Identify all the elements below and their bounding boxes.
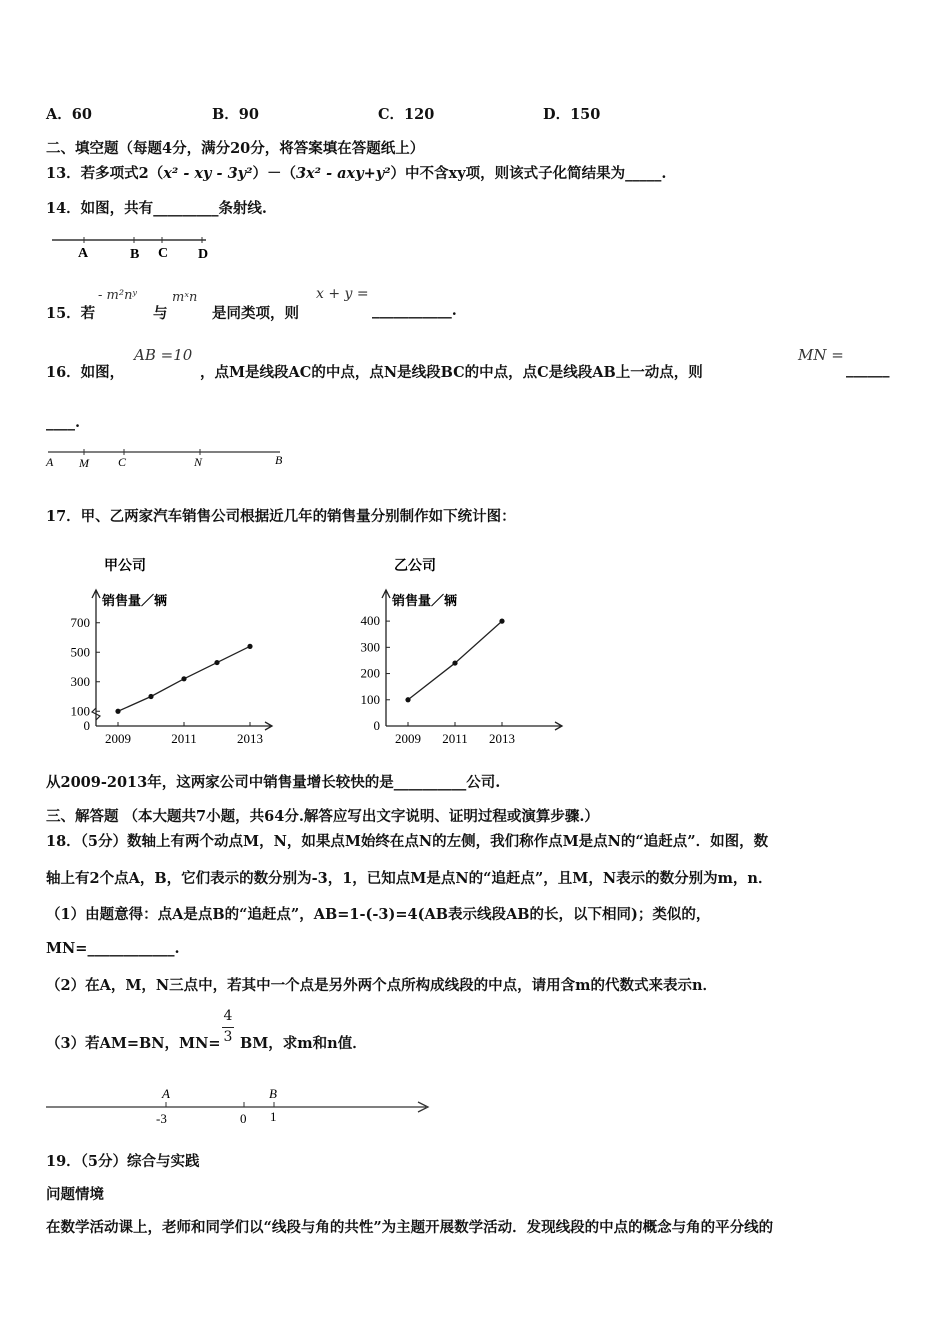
chart-y-tick-label: 100 — [360, 691, 380, 707]
chart-data-point — [247, 644, 252, 649]
chart-x-tick-label: 2013 — [237, 731, 263, 746]
q18-mn-blank: ____________ — [87, 940, 175, 957]
q16-ask: MN = — [798, 346, 844, 364]
q15-prefix: 15．若 — [46, 305, 96, 322]
q15-expr: x + y = — [316, 286, 369, 302]
q18-axis-num-0: 0 — [240, 1111, 247, 1126]
q13-mid: ）－（ — [252, 165, 296, 182]
option-d: D．150 — [543, 106, 601, 123]
q18-fraction-numerator: 4 — [223, 1008, 233, 1024]
section-2-heading: 二、填空题（每题4分，满分20分，将答案填在答题纸上） — [46, 140, 425, 157]
chart-x-tick-label: 2013 — [489, 731, 515, 746]
q16-label-b: B — [275, 453, 283, 467]
q15-with: 与 — [153, 305, 168, 322]
q13-expr2: 3x² - axy+y² — [295, 165, 391, 182]
chart-y-tick-label: 200 — [360, 665, 380, 681]
chart-y-tick-label: 0 — [373, 718, 380, 733]
q14-blank: _________ — [153, 200, 219, 217]
q17-answer — [46, 771, 500, 792]
chart-y-tick-label: 400 — [360, 613, 380, 629]
q18-fraction-denominator: 3 — [223, 1029, 233, 1045]
q18-axis-label-a: A — [162, 1086, 170, 1101]
q15-term1: - m²nʸ — [98, 288, 138, 303]
chart-data-point — [115, 709, 120, 714]
q16-label-a: A — [46, 455, 54, 469]
q16-text: ，点M是线段AC的中点，点N是线段BC的中点，点C是线段AB上一动点，则 — [200, 364, 703, 381]
section-3-heading: 三、解答题 （本大题共7小题，共64分.解答应写出文字说明、证明过程或演算步骤.） — [46, 808, 599, 825]
q18-part2: （2）在A，M，N三点中，若其中一个点是另外两个点所构成线段的中点，请用含m的代数式来表示n． — [46, 977, 718, 994]
q16-label-c: C — [118, 455, 127, 469]
chart-yi-title: 乙公司 — [394, 559, 436, 574]
q18-part1: （1）由题意得：点A是点B的“追赶点”，AB=1-(-3)=4(AB表示线段AB的长，以下相同)；类似的， — [46, 906, 711, 923]
q18-line1: 18．（5分）数轴上有两个动点M，N，如果点M始终在点N的左侧，我们称作点M是点N的“追赶点”．如图，数 — [46, 833, 769, 850]
q18-axis-label-b: B — [269, 1086, 277, 1101]
q17-answer-blank: __________ — [393, 774, 467, 791]
q13-end: . — [661, 165, 667, 182]
chart-data-point — [181, 676, 186, 681]
q18-axis-num-1: 1 — [270, 1109, 277, 1124]
q17-answer-prefix: 从2009-2013年，这两家公司中销售量增长较快的是 — [46, 774, 394, 791]
chart-data-point — [499, 619, 504, 624]
q16-label-m: M — [79, 456, 89, 470]
q18-fraction — [222, 1008, 234, 1045]
q17-answer-suffix: 公司. — [466, 774, 501, 791]
q14-prefix: 14．如图，共有 — [46, 200, 154, 217]
q14-ray-figure — [46, 230, 226, 266]
chart-jia-ylabel: 销售量／辆 — [102, 593, 168, 608]
q16-label-n: N — [194, 455, 203, 469]
q18-number-line — [44, 1082, 436, 1128]
q14-label-c: C — [158, 246, 169, 261]
q14-suffix: 条射线. — [218, 200, 267, 217]
q16-prefix: 16．如图， — [46, 364, 125, 381]
q16-answer-line2 — [46, 414, 80, 431]
chart-y-tick-label: 100 — [70, 703, 90, 719]
q15-end: . — [451, 302, 457, 319]
q16-end: . — [75, 414, 81, 431]
q15-term2: mˣn — [172, 290, 198, 305]
chart-company-yi — [346, 548, 586, 758]
option-a: A．60 — [46, 106, 92, 123]
q15-answer — [372, 302, 457, 319]
q14-label-b: B — [130, 247, 140, 262]
chart-company-jia — [56, 548, 296, 758]
q19-text: 在数学活动课上，老师和同学们以“线段与角的共性”为主题开展数学活动．发现线段的中点的概念与角的平分线的 — [46, 1219, 774, 1236]
q13-suffix: ）中不含xy项，则该式子化简结果为 — [390, 165, 626, 182]
q16-blank1: ______ — [846, 361, 890, 378]
option-c: C．120 — [378, 106, 435, 123]
chart-jia-title: 甲公司 — [104, 559, 146, 574]
q16-segment-figure — [44, 444, 294, 470]
chart-y-tick-label: 300 — [360, 639, 380, 655]
chart-y-tick-label: 500 — [70, 644, 90, 660]
q18-part3-suffix: BM，求m和n值． — [240, 1035, 367, 1052]
q16-given: AB =10 — [134, 346, 193, 364]
chart-x-tick-label: 2009 — [395, 731, 421, 746]
chart-x-tick-label: 2011 — [442, 731, 468, 746]
q18-mn-end: . — [174, 940, 180, 957]
q13-expr1: x² - xy - 3y² — [163, 165, 253, 182]
q18-mn-label: MN= — [46, 940, 88, 957]
q13-blank: _____ — [625, 165, 662, 182]
chart-x-tick-label: 2009 — [105, 731, 131, 746]
q19-title: 19．（5分）综合与实践 — [46, 1153, 200, 1170]
q14-label-d: D — [198, 247, 209, 262]
q14-label-a: A — [78, 246, 89, 261]
question-14 — [46, 197, 267, 218]
q18-line2: 轴上有2个点A，B，它们表示的数分别为-3，1，已知点M是点N的“追赶点”，且M，N表示的数分别为m，n． — [46, 870, 773, 887]
q15-blank: ___________ — [372, 302, 452, 319]
q18-part3-prefix: （3）若AM=BN，MN= — [46, 1035, 221, 1052]
chart-y-tick-label: 300 — [70, 673, 90, 689]
chart-data-point — [214, 660, 219, 665]
chart-data-point — [452, 660, 457, 665]
chart-yi-ylabel: 销售量／辆 — [392, 593, 458, 608]
question-17: 17．甲、乙两家汽车销售公司根据近几年的销售量分别制作如下统计图： — [46, 508, 516, 525]
q15-mid: 是同类项，则 — [212, 305, 299, 322]
question-13 — [46, 162, 666, 183]
option-b: B．90 — [212, 106, 259, 123]
q18-part1-answer — [46, 940, 180, 957]
chart-data-point — [405, 697, 410, 702]
chart-series-line — [408, 621, 502, 700]
q13-prefix: 13．若多项式2（ — [46, 165, 164, 182]
chart-data-point — [148, 694, 153, 699]
q16-blank2: ____ — [46, 414, 75, 431]
q19-subtitle: 问题情境 — [46, 1186, 104, 1203]
chart-y-tick-label: 0 — [83, 718, 90, 733]
chart-x-tick-label: 2011 — [171, 731, 197, 746]
chart-y-tick-label: 700 — [70, 614, 90, 630]
q18-axis-num-neg3: -3 — [156, 1111, 167, 1126]
